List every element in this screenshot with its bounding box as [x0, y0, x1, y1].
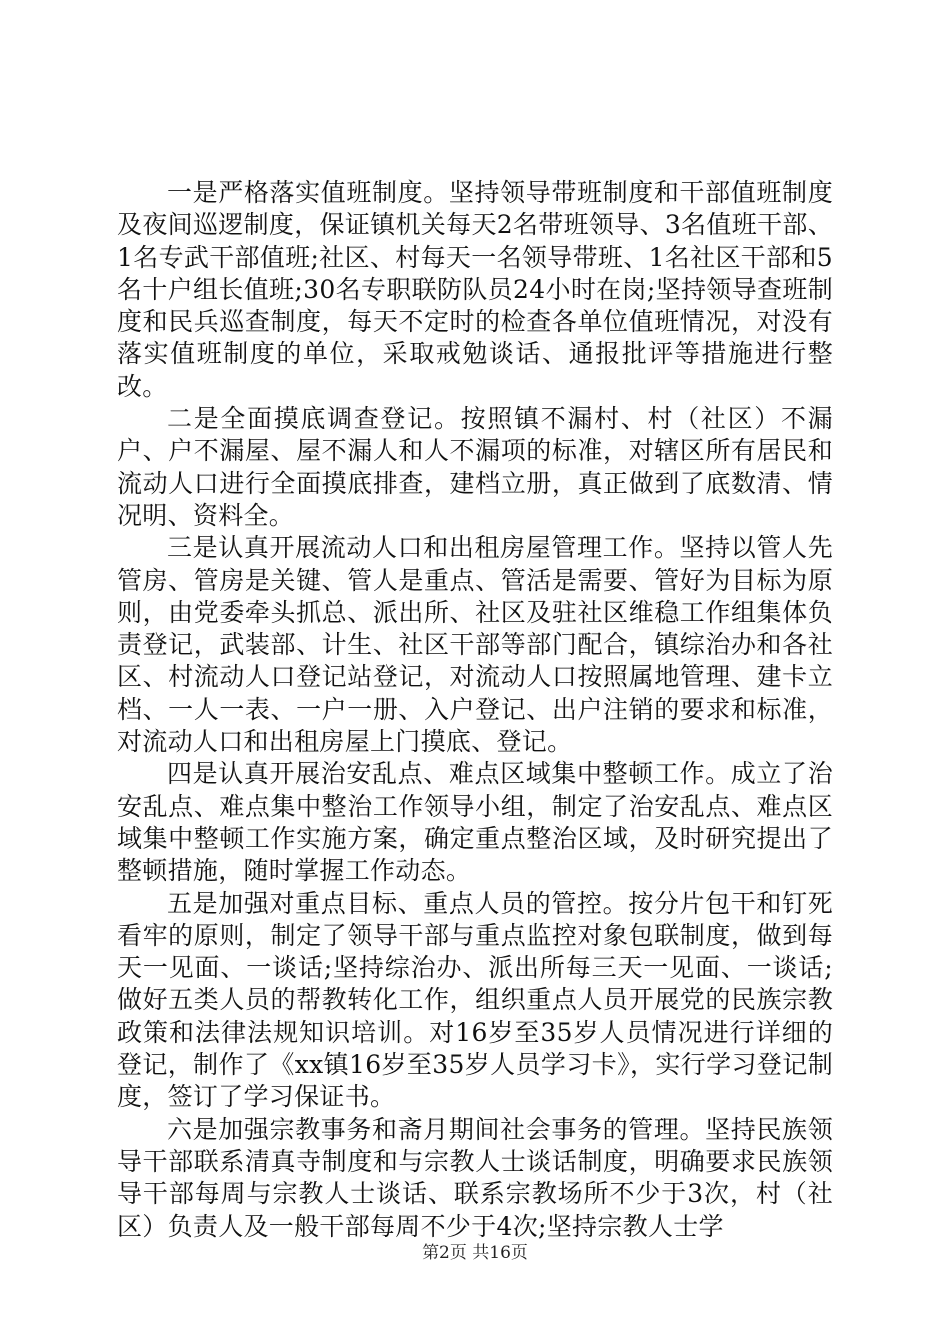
paragraph-key-personnel: 五是加强对重点目标、重点人员的管控。按分片包干和钉死看牢的原则，制定了领导干部与重点监控对象包联制度，做到每天一见面、一谈话;坚持综治办、派出所每三天一见面、一谈话;做好五类人员的帮教转化工作，组织重点人员开展党的民族宗教政策和法律法规知识培训。对16岁至35岁人员情况进行详细的登记，制作了《xx镇16岁至35岁人员学习卡》，实行学习登记制度，签订了学习保证书。 [117, 888, 833, 1112]
paragraph-religious-affairs: 六是加强宗教事务和斋月期间社会事务的管理。坚持民族领导干部联系清真寺制度和与宗教人士谈话制度，明确要求民族领导干部每周与宗教人士谈话、联系宗教场所不少于3次，村（社区）负责人及一般干部每周不少于4次;坚持宗教人士学 [117, 1114, 833, 1241]
paragraph-survey-registration: 二是全面摸底调查登记。按照镇不漏村、村（社区）不漏户、户不漏屋、屋不漏人和人不漏项的标准，对辖区所有居民和流动人口进行全面摸底排查，建档立册，真正做到了底数清、情况明、资料全。 [117, 404, 833, 530]
paragraph-duty-system: 一是严格落实值班制度。坚持领导带班制度和干部值班制度及夜间巡逻制度，保证镇机关每天2名带班领导、3名值班干部、1名专武干部值班;社区、村每天一名领导带班、1名社区干部和5名十户组长值班;30名专职联防队员24小时在岗;坚持领导查班制度和民兵巡查制度，每天不定时的检查各单位值班情况，对没有落实值班制度的单位，采取戒勉谈话、通报批评等措施进行整改。 [117, 178, 833, 401]
paragraph-floating-population: 三是认真开展流动人口和出租房屋管理工作。坚持以管人先管房、管房是关键、管人是重点、管活是需要、管好为目标为原则，由党委牵头抓总、派出所、社区及驻社区维稳工作组集体负责登记，武装部、计生、社区干部等部门配合，镇综治办和各社区、村流动人口登记站登记，对流动人口按照属地管理、建卡立档、一人一表、一户一册、入户登记、出户注销的要求和标准，对流动人口和出租房屋上门摸底、登记。 [117, 533, 833, 757]
page-number-footer: 第2页 共16页 [422, 1243, 528, 1263]
document-body [117, 177, 833, 1243]
paragraph-public-security: 四是认真开展治安乱点、难点区域集中整顿工作。成立了治安乱点、难点集中整治工作领导小组，制定了治安乱点、难点区域集中整顿工作实施方案，确定重点整治区域，及时研究提出了整顿措施，随时掌握工作动态。 [117, 759, 833, 886]
